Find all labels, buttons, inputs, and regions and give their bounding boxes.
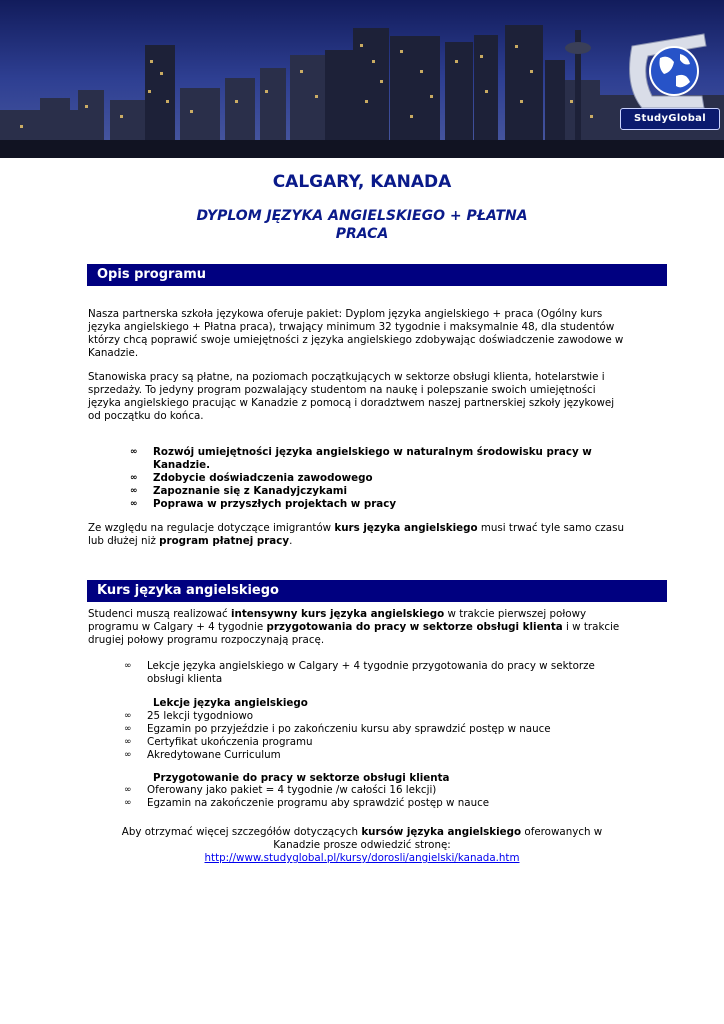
bullet-mark: ∞ [124,785,132,795]
lessons-list [124,710,614,762]
course-intro-paragraph [88,608,628,647]
bullet-mark: ∞ [124,737,132,747]
list-item [124,797,614,810]
list-item [124,749,614,762]
list-item [130,446,620,472]
list-item [130,498,620,511]
page-title: CALGARY, KANADA [272,172,452,192]
list-item [124,710,614,723]
globe-icon [650,47,698,95]
list-item [124,736,614,749]
bold-run: kurs języka angielskiego [334,522,478,534]
closing-paragraph [100,826,624,865]
bullet-mark: ∞ [124,711,132,721]
list-item [130,485,620,498]
list-item [124,784,614,797]
list-item [130,472,620,485]
section-heading-program-description: Opis programu [87,264,667,286]
benefit-text: Rozwój umiejętności języka angielskiego w naturalnym środowisku pracy w Kanadzie. [153,446,592,471]
job-prep-list [124,784,614,810]
city-skyline-banner [0,0,724,158]
lesson-text: Certyfikat ukończenia programu [147,736,313,748]
benefit-text: Zapoznanie się z Kanadyjczykami [153,485,348,497]
prep-text: Egzamin na zakończenie programu aby sprawdzić postęp w nauce [147,797,490,809]
benefits-list [130,446,620,511]
lesson-text: Egzamin po przyjeździe i po zakończeniu kursu aby sprawdzić postęp w nauce [147,723,551,735]
text-run: oferowanych w Kanadzie prosze odwiedzić stronę: [273,826,603,851]
text-run: Aby otrzymać więcej szczegółów dotyczących [121,826,362,838]
list-item [124,723,614,736]
page-subtitle: DYPLOM JĘZYKA ANGIELSKIEGO + PŁATNA PRACA [196,208,528,242]
immigration-note-paragraph [88,522,628,548]
job-positions-paragraph: Stanowiska pracy są płatne, na poziomach początkujących w sektorze obsługi klienta, hotelarstwie i sprzedaży. To jedyny program pozwalający studentom na naukę i polepszanie swoich umiejętności języka angielskiego pracując w Kanadzie z pomocą i doradztwem naszej partnerskiej szkoły językowej od początku do końca. [88,371,615,422]
text-run: . [289,535,293,547]
text-run: Studenci muszą realizować [88,608,231,620]
program-intro-paragraph: Nasza partnerska szkoła językowa oferuje pakiet: Dyplom języka angielskiego + praca (Ogólny kurs języka angielskiego + Płatna praca), trwający minimum 32 tygodnie i maksymalnie 48, dla studentów którzy chcą poprawić swoje umiejętności z języka angielskiego zdobywając doświadczenie zawodowe w Kanadzie. [88,308,624,359]
text-run: i w trakcie drugiej połowy programu rozpoczynają pracę. [88,621,620,646]
bullet-mark: ∞ [130,447,138,457]
lessons-subheading: Lekcje języka angielskiego [153,697,308,709]
list-item [124,660,614,686]
course-main-list [124,660,614,686]
bold-run: program płatnej pracy [159,535,290,547]
kanada-course-link[interactable]: http://www.studyglobal.pl/kursy/dorosli/angielski/kanada.htm [204,852,520,864]
logo-wordmark: StudyGlobal [620,108,720,130]
section-heading-english-course: Kurs języka angielskiego [87,580,667,602]
bold-run: intensywny kurs języka angielskiego [230,608,445,620]
lesson-text: Akredytowane Curriculum [147,749,281,761]
course-item-text: Lekcje języka angielskiego w Calgary + 4 tygodnie przygotowania do pracy w sektorze obsługi klienta [147,660,595,685]
bold-run: kursów języka angielskiego [361,826,522,838]
bullet-mark: ∞ [124,724,132,734]
text-run: Ze względu na regulacje dotyczące imigrantów [88,522,335,534]
text-run: musi trwać tyle samo czasu lub dłużej niż [88,522,624,547]
bullet-mark: ∞ [130,473,138,483]
bullet-mark: ∞ [130,499,138,509]
lesson-text: 25 lekcji tygodniowo [147,710,254,722]
job-prep-subheading: Przygotowanie do pracy w sektorze obsługi klienta [153,772,450,784]
bold-run: przygotowania do pracy w sektorze obsługi klienta [266,621,563,633]
prep-text: Oferowany jako pakiet = 4 tygodnie /w całości 16 lekcji) [147,784,437,796]
text-run: w trakcie pierwszej połowy programu w Calgary + 4 tygodnie [88,608,587,633]
bullet-mark: ∞ [124,798,132,808]
bullet-mark: ∞ [130,486,138,496]
benefit-text: Zdobycie doświadczenia zawodowego [153,472,373,484]
bullet-mark: ∞ [124,750,132,760]
benefit-text: Poprawa w przyszłych projektach w pracy [153,498,397,510]
bullet-mark: ∞ [124,661,132,671]
